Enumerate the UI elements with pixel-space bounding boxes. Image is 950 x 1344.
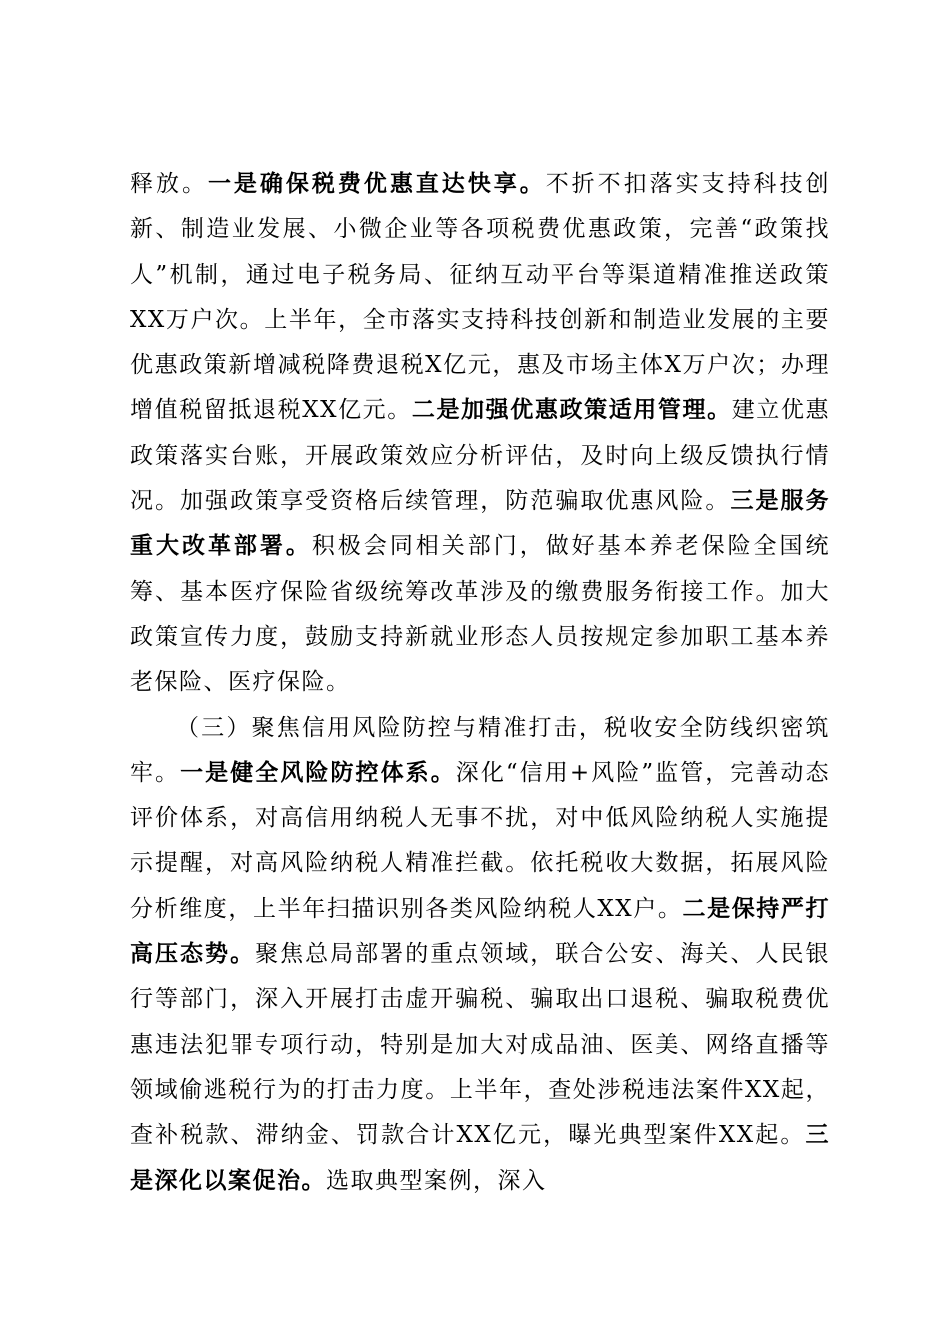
- heading-run: 二是保持严打高压态势。: [130, 895, 831, 968]
- heading-run: 三是服务重大改革部署。: [130, 488, 831, 560]
- text-run: 选取典型案例，深入: [326, 1167, 547, 1194]
- paragraph-credit-risk: [130, 706, 830, 1204]
- document-page: [130, 162, 830, 1204]
- heading-run: 二是加强优惠政策适用管理。: [411, 397, 732, 424]
- text-run: 深化“信用+风险”监管，完善动态评价体系，对高信用纳税人无事不扰，对中低风险纳税人实施提示提醒，对高风险纳税人精准拦截。依托税收大数据，拓展风险分析维度，上半年扫描识别各类风险纳税人XX户。: [130, 759, 830, 922]
- heading-run: 一是健全风险防控体系。: [180, 759, 456, 786]
- text-run: 积极会同相关部门，做好基本养老保险全国统筹、基本医疗保险省级统筹改革涉及的缴费服务衔接工作。加大政策宣传力度，鼓励支持新就业形态人员按规定参加职工基本养老保险、医疗保险。: [130, 533, 831, 696]
- section-heading-run: （三）聚焦信用风险防控与精准打击，税收安全防线织密筑牢。: [130, 714, 830, 786]
- text-run: 聚焦总局部署的重点领域，联合公安、海关、人民银行等部门，深入开展打击虚开骗税、骗取出口退税、骗取税费优惠违法犯罪专项行动，特别是加大对成品油、医美、网络直播等领域偷逃税行为的打击力度。上半年，查处涉税违法案件XX起，查补税款、滞纳金、罚款合计XX亿元，曝光典型案件XX起。: [130, 941, 831, 1149]
- text-run: 建立优惠政策落实台账，开展政策效应分析评估，及时向上级反馈执行情况。加强政策享受资格后续管理，防范骗取优惠风险。: [130, 397, 831, 515]
- text-run: 不折不扣落实支持科技创新、制造业发展、小微企业等各项税费优惠政策，完善“政策找人”机制，通过电子税务局、征纳互动平台等渠道精准推送政策XX万户次。上半年，全市落实支持科技创新和制造业发展的主要优惠政策新增减税降费退税X亿元，惠及市场主体X万户次；办理增值税留抵退税XX亿元。: [130, 171, 831, 424]
- text-run: 释放。: [130, 171, 208, 197]
- paragraph-tax-incentives: [130, 162, 830, 706]
- heading-run: 三是深化以案促治。: [130, 1122, 830, 1194]
- heading-run: 一是确保税费优惠直达快享。: [207, 171, 546, 197]
